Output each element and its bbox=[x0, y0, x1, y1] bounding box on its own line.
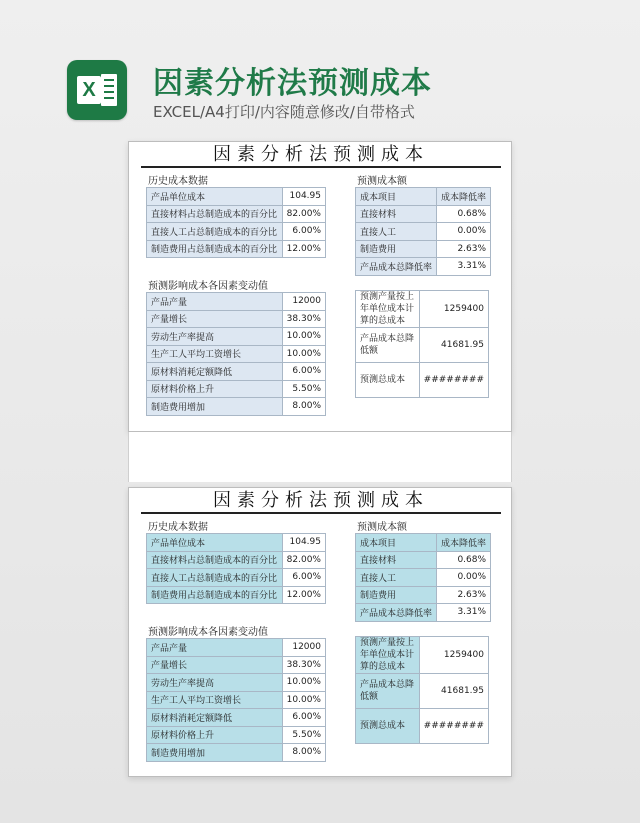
history-table bbox=[146, 533, 326, 604]
history-value: 104.95 bbox=[282, 534, 325, 552]
history-value: 6.00% bbox=[282, 569, 325, 587]
excel-logo-icon bbox=[67, 60, 127, 120]
history-value: 104.95 bbox=[282, 188, 325, 206]
factor-value: 6.00% bbox=[282, 363, 325, 381]
forecast-header-rate: 成本降低率 bbox=[437, 188, 491, 206]
factor-value: 12000 bbox=[282, 293, 325, 311]
factor-value: 10.00% bbox=[282, 691, 325, 709]
factor-value: 12000 bbox=[282, 639, 325, 657]
table-row bbox=[147, 534, 326, 552]
table-row bbox=[356, 240, 491, 258]
result-label: 预测总成本 bbox=[356, 363, 420, 398]
table-row bbox=[356, 569, 491, 587]
forecast-value: 0.00% bbox=[437, 223, 491, 241]
history-label: 直接材料占总制造成本的百分比 bbox=[147, 205, 283, 223]
result-value: 41681.95 bbox=[419, 674, 488, 709]
forecast-label: 直接人工 bbox=[356, 223, 437, 241]
history-value: 82.00% bbox=[282, 551, 325, 569]
table-row bbox=[147, 656, 326, 674]
history-label: 制造费用占总制造成本的百分比 bbox=[147, 240, 283, 258]
factor-label: 生产工人平均工资增长 bbox=[147, 345, 283, 363]
factor-label: 产品产量 bbox=[147, 293, 283, 311]
history-section-label: 历史成本数据 bbox=[148, 176, 208, 187]
history-label: 产品单位成本 bbox=[147, 188, 283, 206]
factor-value: 5.50% bbox=[282, 380, 325, 398]
factor-value: 8.00% bbox=[282, 744, 325, 762]
forecast-header-item: 成本项目 bbox=[356, 534, 437, 552]
factor-value: 8.00% bbox=[282, 398, 325, 416]
result-label: 产品成本总降低额 bbox=[356, 674, 420, 709]
factor-section-label: 预测影响成本各因素变动值 bbox=[148, 281, 268, 292]
table-row bbox=[147, 398, 326, 416]
factor-label: 原材料价格上升 bbox=[147, 380, 283, 398]
table-row bbox=[356, 551, 491, 569]
factor-label: 产量增长 bbox=[147, 656, 283, 674]
forecast-value: 0.00% bbox=[437, 569, 491, 587]
table-row bbox=[147, 363, 326, 381]
table-row bbox=[356, 674, 489, 709]
history-label: 制造费用占总制造成本的百分比 bbox=[147, 586, 283, 604]
forecast-label: 制造费用 bbox=[356, 240, 437, 258]
forecast-label: 产品成本总降低率 bbox=[356, 258, 437, 276]
result-table bbox=[355, 290, 489, 398]
forecast-header-item: 成本项目 bbox=[356, 188, 437, 206]
history-value: 12.00% bbox=[282, 240, 325, 258]
table-row bbox=[147, 586, 326, 604]
factor-label: 产量增长 bbox=[147, 310, 283, 328]
sheet-title: 因素分析法预测成本 bbox=[141, 490, 501, 514]
factor-table bbox=[146, 638, 326, 762]
table-row bbox=[147, 380, 326, 398]
table-row bbox=[356, 709, 489, 744]
table-row bbox=[147, 551, 326, 569]
result-table bbox=[355, 636, 489, 744]
factor-section-label: 预测影响成本各因素变动值 bbox=[148, 627, 268, 638]
sheet-title: 因素分析法预测成本 bbox=[141, 144, 501, 168]
table-row bbox=[356, 328, 489, 363]
history-table bbox=[146, 187, 326, 258]
result-value: 1259400 bbox=[419, 637, 488, 674]
factor-value: 5.50% bbox=[282, 726, 325, 744]
factor-value: 38.30% bbox=[282, 656, 325, 674]
history-value: 12.00% bbox=[282, 586, 325, 604]
factor-label: 产品产量 bbox=[147, 639, 283, 657]
forecast-value: 3.31% bbox=[437, 258, 491, 276]
table-row bbox=[147, 674, 326, 692]
history-label: 直接人工占总制造成本的百分比 bbox=[147, 569, 283, 587]
forecast-label: 直接人工 bbox=[356, 569, 437, 587]
table-row bbox=[147, 639, 326, 657]
forecast-section-label: 预测成本额 bbox=[357, 522, 407, 533]
table-row bbox=[147, 345, 326, 363]
page-subtitle: EXCEL/A4打印/内容随意修改/自带格式 bbox=[153, 103, 415, 121]
factor-label: 劳动生产率提高 bbox=[147, 674, 283, 692]
table-row bbox=[356, 258, 491, 276]
sheet-gap bbox=[128, 432, 512, 482]
factor-label: 制造费用增加 bbox=[147, 744, 283, 762]
table-row bbox=[147, 223, 326, 241]
sheet-preview-2 bbox=[128, 487, 512, 777]
factor-value: 10.00% bbox=[282, 674, 325, 692]
factor-label: 原材料价格上升 bbox=[147, 726, 283, 744]
result-value: ######## bbox=[419, 363, 488, 398]
table-row bbox=[356, 604, 491, 622]
forecast-header-rate: 成本降低率 bbox=[437, 534, 491, 552]
table-row bbox=[356, 534, 491, 552]
table-row bbox=[147, 240, 326, 258]
factor-label: 原材料消耗定额降低 bbox=[147, 709, 283, 727]
forecast-table bbox=[355, 533, 491, 622]
result-label: 预测产量按上年单位成本计算的总成本 bbox=[356, 291, 420, 328]
result-value: ######## bbox=[419, 709, 488, 744]
factor-table bbox=[146, 292, 326, 416]
forecast-label: 直接材料 bbox=[356, 205, 437, 223]
table-row bbox=[147, 744, 326, 762]
forecast-label: 直接材料 bbox=[356, 551, 437, 569]
factor-value: 38.30% bbox=[282, 310, 325, 328]
history-value: 6.00% bbox=[282, 223, 325, 241]
factor-value: 6.00% bbox=[282, 709, 325, 727]
table-row bbox=[147, 709, 326, 727]
table-row bbox=[356, 291, 489, 328]
table-row bbox=[356, 188, 491, 206]
factor-value: 10.00% bbox=[282, 345, 325, 363]
factor-label: 生产工人平均工资增长 bbox=[147, 691, 283, 709]
history-label: 直接材料占总制造成本的百分比 bbox=[147, 551, 283, 569]
excel-logo-grid bbox=[101, 74, 117, 106]
history-value: 82.00% bbox=[282, 205, 325, 223]
forecast-table bbox=[355, 187, 491, 276]
forecast-value: 0.68% bbox=[437, 205, 491, 223]
page-title: 因素分析法预测成本 bbox=[153, 66, 432, 101]
table-row bbox=[356, 205, 491, 223]
table-row bbox=[147, 293, 326, 311]
result-value: 41681.95 bbox=[419, 328, 488, 363]
table-row bbox=[356, 637, 489, 674]
sheet-preview-1 bbox=[128, 141, 512, 432]
table-row bbox=[147, 569, 326, 587]
forecast-label: 产品成本总降低率 bbox=[356, 604, 437, 622]
excel-logo-letter: X bbox=[77, 76, 101, 104]
table-row bbox=[356, 586, 491, 604]
table-row bbox=[147, 328, 326, 346]
factor-label: 原材料消耗定额降低 bbox=[147, 363, 283, 381]
history-label: 直接人工占总制造成本的百分比 bbox=[147, 223, 283, 241]
factor-label: 制造费用增加 bbox=[147, 398, 283, 416]
table-row bbox=[147, 205, 326, 223]
factor-label: 劳动生产率提高 bbox=[147, 328, 283, 346]
forecast-value: 2.63% bbox=[437, 586, 491, 604]
factor-value: 10.00% bbox=[282, 328, 325, 346]
table-row bbox=[147, 310, 326, 328]
result-label: 预测总成本 bbox=[356, 709, 420, 744]
result-value: 1259400 bbox=[419, 291, 488, 328]
table-row bbox=[356, 363, 489, 398]
table-row bbox=[147, 188, 326, 206]
forecast-section-label: 预测成本额 bbox=[357, 176, 407, 187]
forecast-value: 2.63% bbox=[437, 240, 491, 258]
table-row bbox=[147, 691, 326, 709]
table-row bbox=[147, 726, 326, 744]
history-label: 产品单位成本 bbox=[147, 534, 283, 552]
forecast-value: 0.68% bbox=[437, 551, 491, 569]
forecast-label: 制造费用 bbox=[356, 586, 437, 604]
result-label: 预测产量按上年单位成本计算的总成本 bbox=[356, 637, 420, 674]
result-label: 产品成本总降低额 bbox=[356, 328, 420, 363]
history-section-label: 历史成本数据 bbox=[148, 522, 208, 533]
table-row bbox=[356, 223, 491, 241]
forecast-value: 3.31% bbox=[437, 604, 491, 622]
